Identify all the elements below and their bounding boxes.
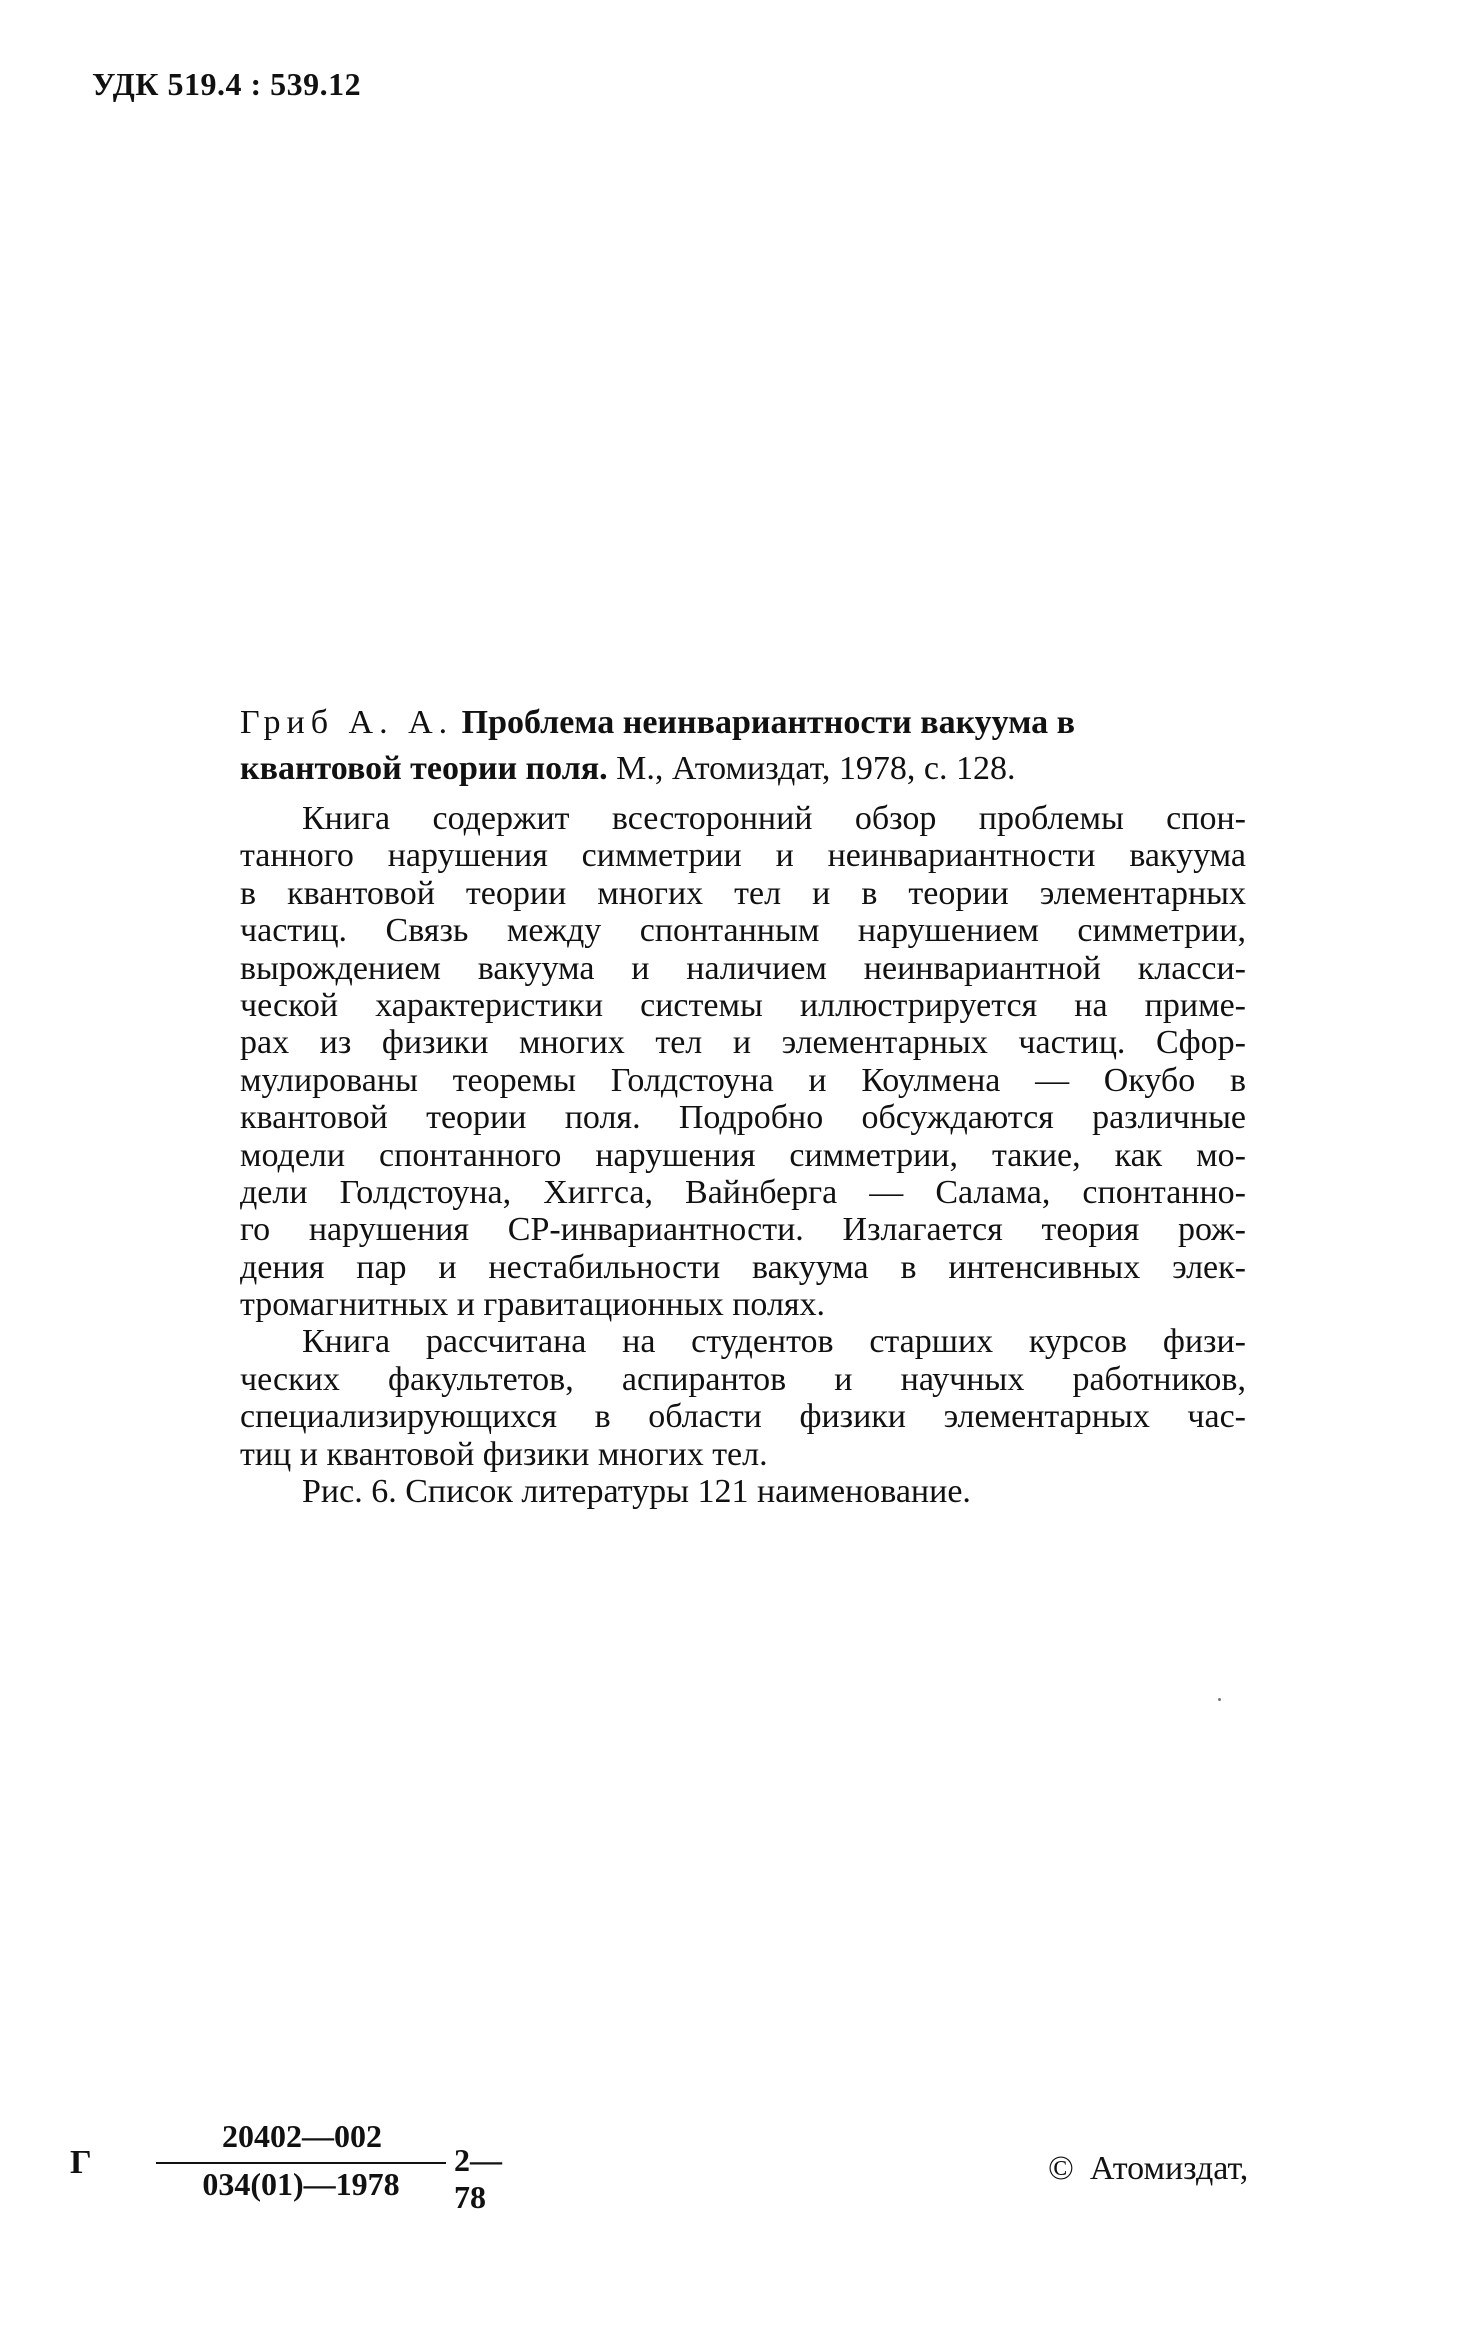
annotation — [240, 800, 1246, 1510]
annotation-line: дели Голдстоуна, Хиггса, Вайнберга — Салама, спонтанно- — [240, 1173, 1246, 1211]
annotation-line: ческих факультетов, аспирантов и научных работников, — [240, 1360, 1246, 1398]
imprint-suffix: 2—78 — [454, 2142, 502, 2215]
imprint-letter: Г — [70, 2144, 92, 2181]
annotation-line: Книга рассчитана на студентов старших курсов физи- — [302, 1323, 1246, 1361]
fraction-rule — [156, 2162, 446, 2164]
annotation-line: модели спонтанного нарушения симметрии, такие, как мо- — [240, 1136, 1246, 1174]
annotation-line: специализирующихся в области физики элементарных час- — [240, 1398, 1246, 1436]
bibliographic-record — [240, 700, 1246, 792]
publication-info: М., Атомиздат, 1978, с. 128. — [616, 750, 1016, 787]
imprint-denominator: 034(01)—1978 — [202, 2166, 400, 2202]
udk-code: УДК 519.4 : 539.12 — [92, 66, 362, 102]
annotation-line: го нарушения CP-инвариантности. Излагается теория рож- — [240, 1211, 1246, 1249]
bibliographic-line-1 — [240, 700, 1246, 746]
copyright-icon: © — [1048, 2150, 1074, 2187]
annotation-line: мулированы теоремы Голдстоуна и Коулмена — Окубо в — [240, 1061, 1246, 1099]
book-title-part-1: Проблема неинвариантности вакуума в — [461, 704, 1076, 741]
annotation-line: ческой характеристики системы иллюстрируется на приме- — [240, 986, 1246, 1024]
author-name: Гриб А. А. — [240, 704, 454, 741]
annotation-line: Рис. 6. Список литературы 121 наименование. — [302, 1473, 971, 1511]
annotation-line: рах из физики многих тел и элементарных частиц. Сфор- — [240, 1024, 1246, 1062]
annotation-line: дения пар и нестабильности вакуума в интенсивных элек- — [240, 1248, 1246, 1286]
annotation-line: тиц и квантовой физики многих тел. — [240, 1435, 768, 1473]
annotation-line: Книга содержит всесторонний обзор проблемы спон- — [302, 800, 1246, 837]
imprint-numerator: 20402—002 — [222, 2118, 382, 2154]
annotation-line: вырождением вакуума и наличием неинвариантной класси- — [240, 949, 1246, 987]
copyright-notice — [1048, 2150, 1248, 2188]
bibliographic-line-2 — [240, 746, 1246, 792]
annotation-line: в квантовой теории многих тел и в теории элементарных — [240, 874, 1246, 912]
annotation-line: танного нарушения симметрии и неинвариантности вакуума — [240, 837, 1246, 875]
annotation-line: квантовой теории поля. Подробно обсуждаются различные — [240, 1099, 1246, 1137]
book-title-part-2: квантовой теории поля. — [240, 750, 608, 787]
copyright-holder: Атомиздат, — [1089, 2150, 1249, 2187]
annotation-line: тромагнитных и гравитационных полях. — [240, 1286, 826, 1324]
annotation-line: частиц. Связь между спонтанным нарушением симметрии, — [240, 912, 1246, 950]
imprint-code — [60, 2118, 520, 2215]
print-speck — [1218, 1698, 1221, 1701]
